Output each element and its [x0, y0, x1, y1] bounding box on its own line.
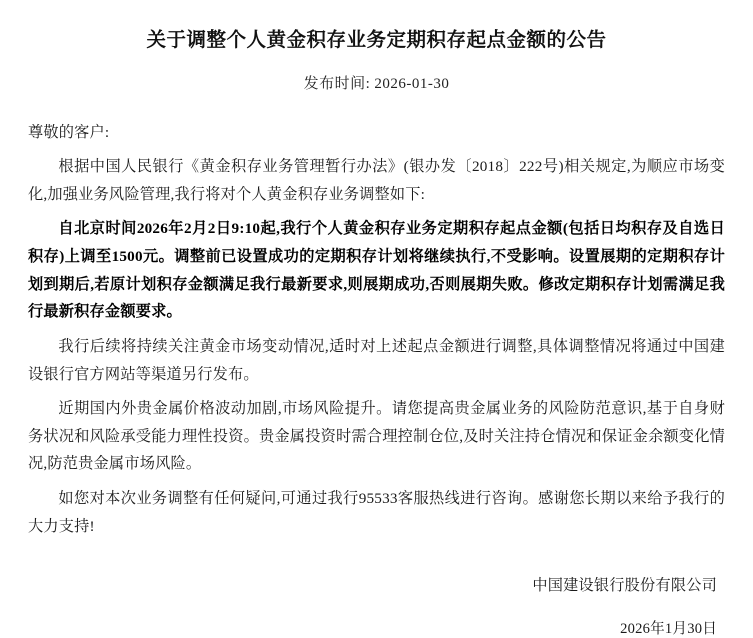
publish-time-line — [24, 72, 729, 93]
signature-organization: 中国建设银行股份有限公司 — [532, 577, 717, 595]
paragraph-2-highlight: 自北京时间2026年2月2日9:10起,我行个人黄金积存业务定期积存起点金额(包括日均积存及自选日积存)上调至1500元。调整前已设置成功的定期积存计划将继续执行,不受影响。设置展期的定期积存计划到期后,若原计划积存金额满足我行最新要求,则展期成功,否则展期失败。修改定期积存计划需满足我行最新积存金额要求。 — [28, 220, 725, 321]
document-body — [24, 119, 729, 638]
signature-block — [28, 574, 725, 638]
paragraph-4: 近期国内外贵金属价格波动加剧,市场风险提升。请您提高贵金属业务的风险防范意识,基于自身财务状况和风险承受能力理性投资。贵金属投资时需合理控制仓位,及时关注持仓情况和保证金余额变化情况,防范贵金属市场风险。 — [28, 400, 725, 473]
paragraph-5: 如您对本次业务调整有任何疑问,可通过我行95533客服热线进行咨询。感谢您长期以来给予我行的大力支持! — [28, 490, 725, 535]
publish-time-label: 发布时间: — [303, 76, 371, 93]
paragraph-3: 我行后续将持续关注黄金市场变动情况,适时对上述起点金额进行调整,具体调整情况将通过中国建设银行官方网站等渠道另行发布。 — [28, 337, 725, 383]
signature-date: 2026年1月30日 — [620, 621, 717, 638]
paragraph-1: 根据中国人民银行《黄金积存业务管理暂行办法》(银办发〔2018〕222号)相关规定,为顺应市场变化,加强业务风险管理,我行将对个人黄金积存业务调整如下: — [28, 157, 725, 203]
publish-date: 2026-01-30 — [374, 76, 450, 93]
page-title: 关于调整个人黄金积存业务定期积存起点金额的公告 — [146, 29, 607, 51]
salutation: 尊敬的客户: — [28, 124, 110, 142]
